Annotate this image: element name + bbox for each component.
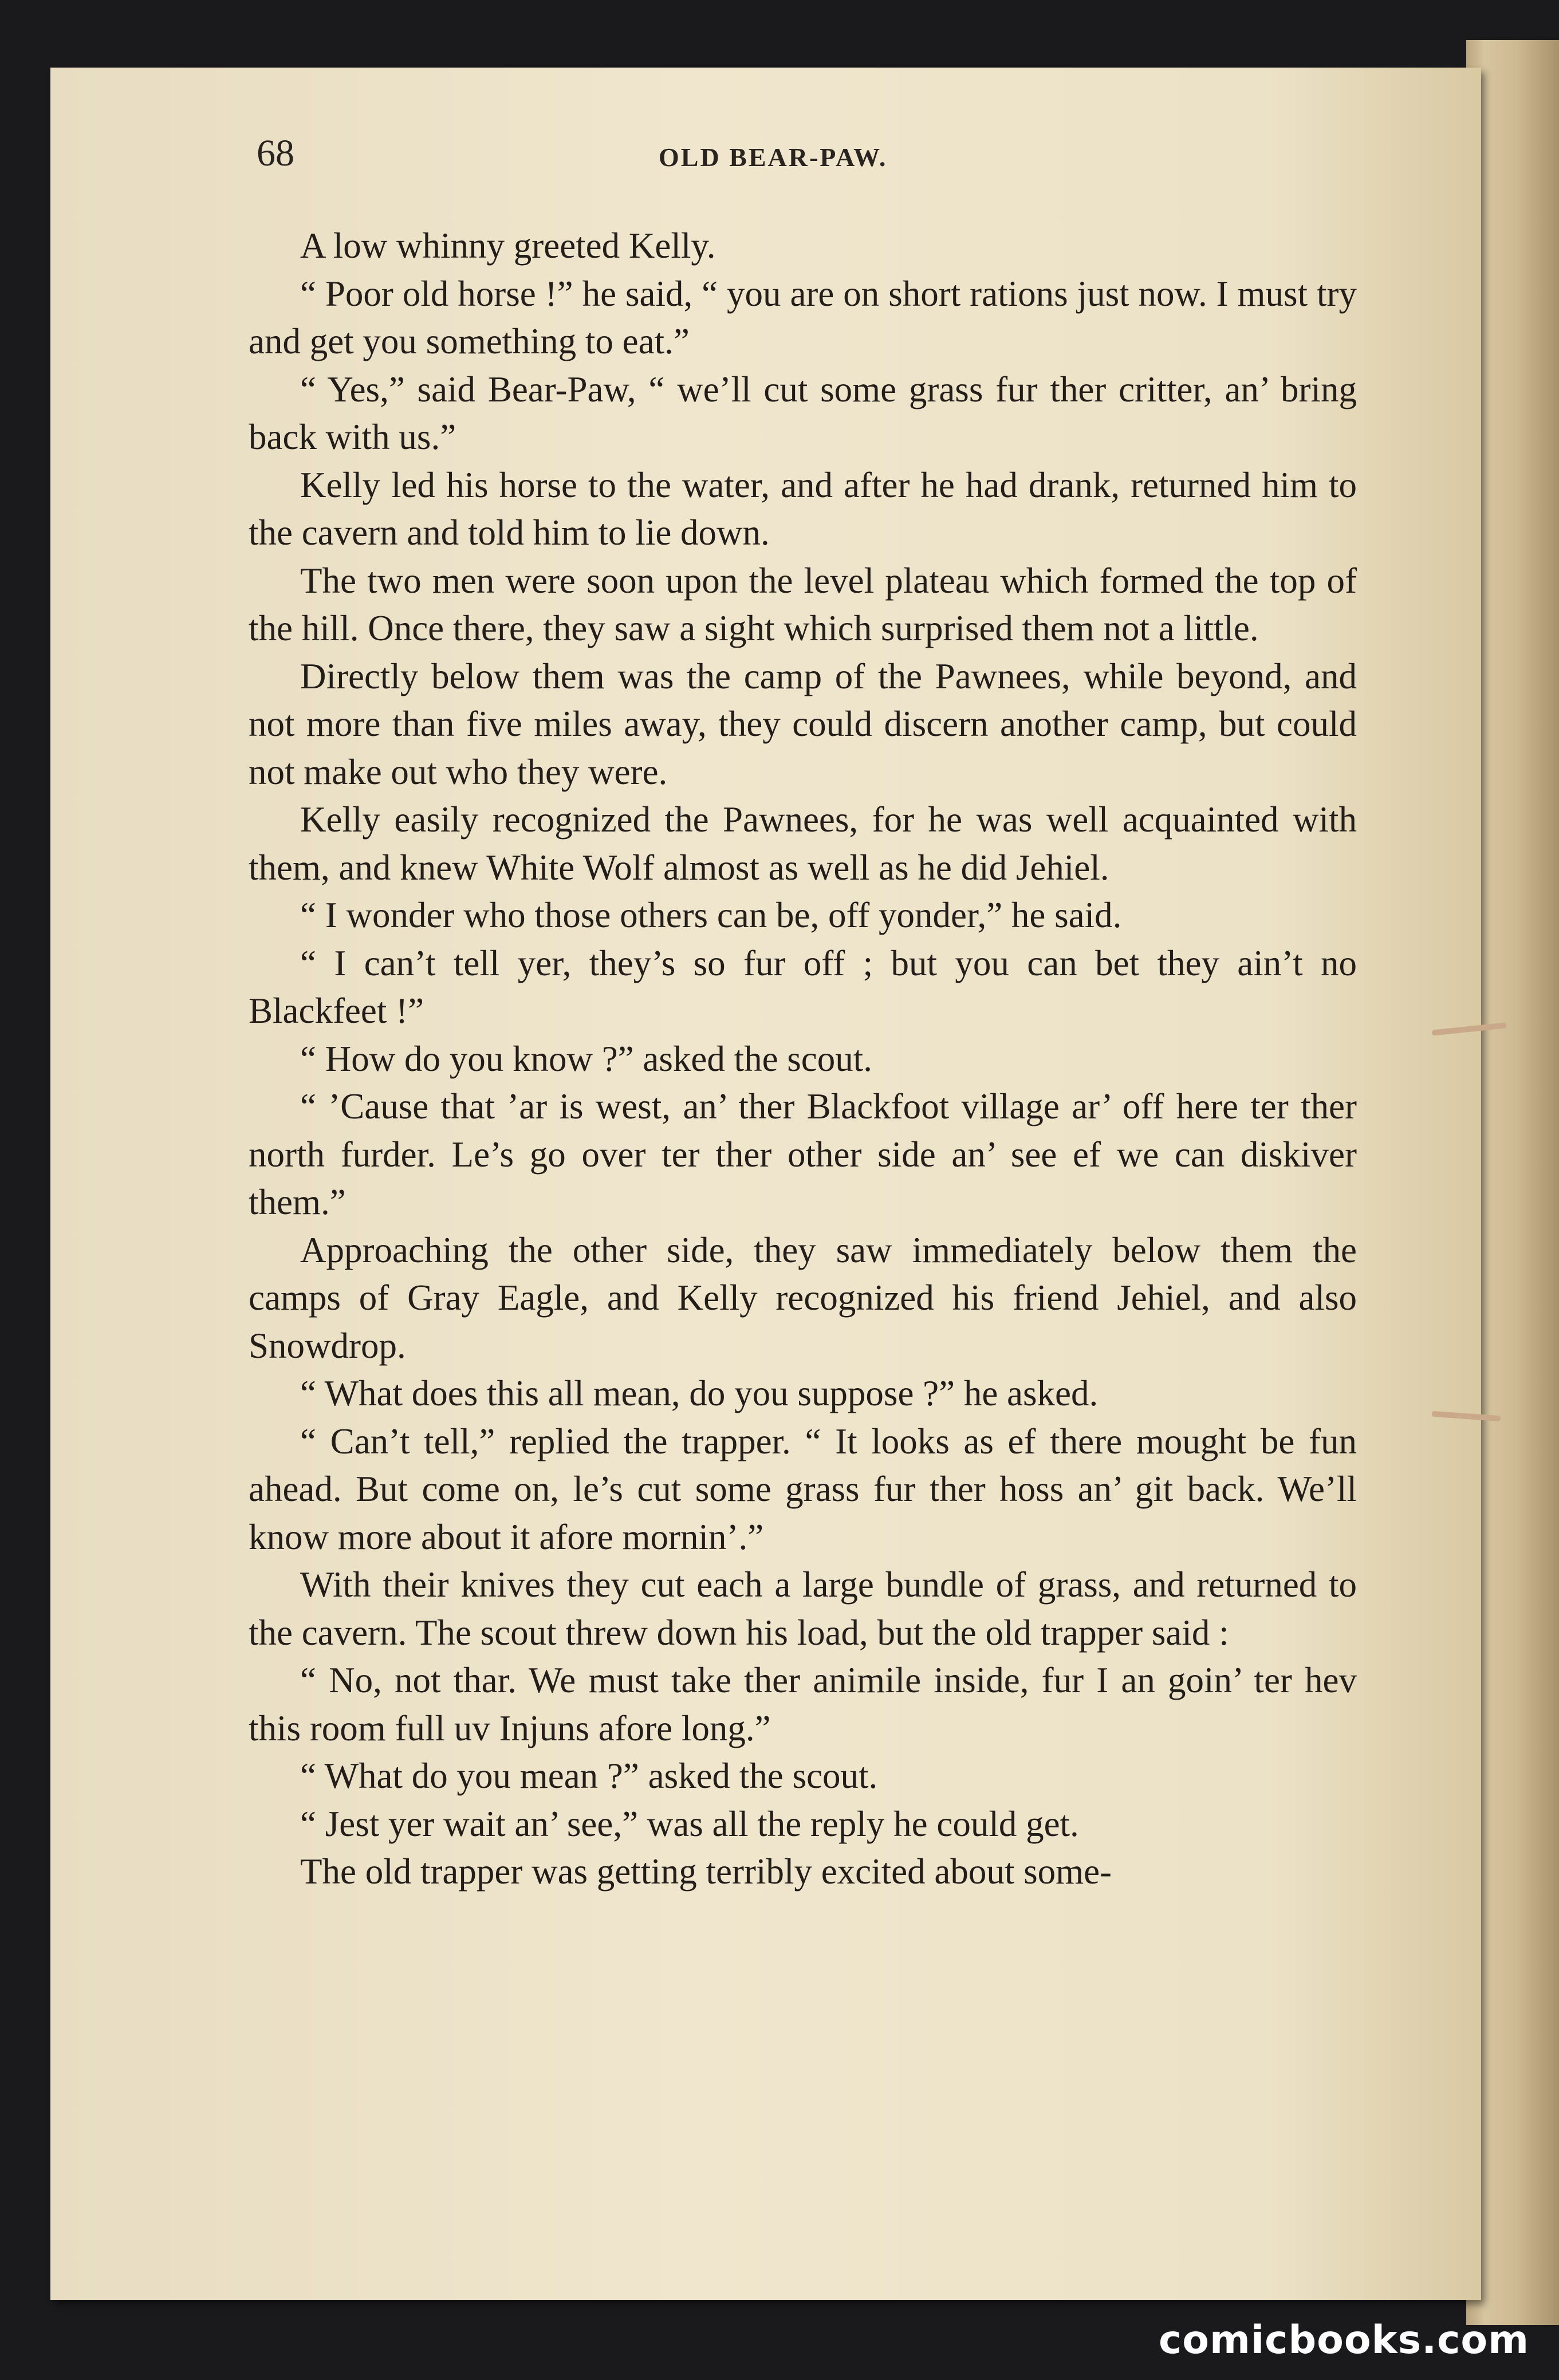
paragraph: “ What does this all mean, do you suppose ?” he asked. <box>300 1373 1099 1413</box>
watermark: comicbooks.com <box>1158 2318 1529 2363</box>
paragraph: “ Can’t tell,” replied the trapper. “ It looks as ef there mought be fun ahead. But come on, le’s cut some grass fur ther hoss an’ git back. We’ll know more about it afore mornin’.” <box>249 1421 1357 1557</box>
paragraph: “ Jest yer wait an’ see,” was all the reply he could get. <box>300 1803 1079 1844</box>
paragraph: “ Yes,” said Bear-Paw, “ we’ll cut some grass fur ther critter, an’ bring back with us.” <box>249 369 1357 457</box>
paragraph: “ How do you know ?” asked the scout. <box>300 1038 873 1079</box>
running-head: OLD BEAR-PAW. <box>659 143 888 172</box>
paragraph: “ No, not thar. We must take ther animile inside, fur I an goin’ ter hev this room full uv Injuns afore long.” <box>249 1660 1357 1748</box>
paragraph: “ ’Cause that ’ar is west, an’ ther Blackfoot village ar’ off here ter ther north furder. Le’s go over ter ther other side an’ see ef we can diskiver them.” <box>249 1086 1357 1222</box>
paragraph: Kelly easily recognized the Pawnees, for he was well acquainted with them, and knew White Wolf almost as well as he did Jehiel. <box>249 799 1357 888</box>
paragraph: Approaching the other side, they saw immediately below them the camps of Gray Eagle, and Kelly recognized his friend Jehiel, and also Snowdrop. <box>249 1230 1357 1366</box>
paragraph: “ I can’t tell yer, they’s so fur off ; but you can bet they ain’t no Blackfeet !” <box>249 943 1357 1031</box>
paragraph: “ What do you mean ?” asked the scout. <box>300 1756 878 1796</box>
body-text <box>249 222 1357 1896</box>
paragraph: The old trapper was getting terribly excited about some- <box>300 1851 1112 1892</box>
paragraph: “ Poor old horse !” he said, “ you are on short rations just now. I must try and get you something to eat.” <box>249 273 1357 361</box>
page-number: 68 <box>257 132 294 174</box>
paragraph: The two men were soon upon the level plateau which formed the top of the hill. Once there, they saw a sight which surprised them not a little. <box>249 560 1357 648</box>
paragraph: Kelly led his horse to the water, and after he had drank, returned him to the cavern and told him to lie down. <box>249 464 1357 553</box>
paragraph: Directly below them was the camp of the Pawnees, while beyond, and not more than five miles away, they could discern another camp, but could not make out who they were. <box>249 656 1357 792</box>
paragraph: “ I wonder who those others can be, off yonder,” he said. <box>300 895 1122 935</box>
paragraph: With their knives they cut each a large bundle of grass, and returned to the cavern. The scout threw down his load, but the old trapper said : <box>249 1565 1357 1653</box>
paragraph: A low whinny greeted Kelly. <box>300 226 716 266</box>
